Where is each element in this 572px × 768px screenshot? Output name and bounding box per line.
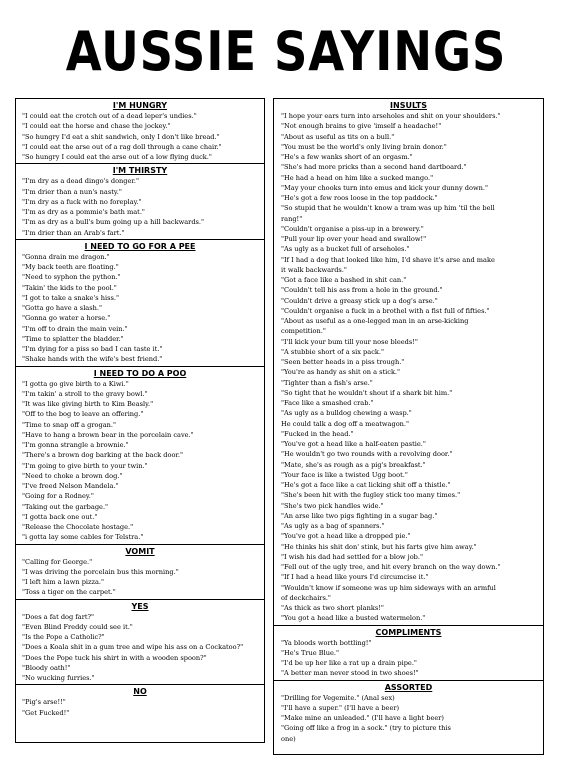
saying-line: "No wucking furries." (22, 674, 95, 682)
saying-line: "Pull your lip over your head and swallow!" (281, 235, 427, 243)
saying-line: "She's been hit with the fugley stick too many times." (281, 491, 461, 500)
saying-line: "You got a head like a busted watermelon." (281, 614, 426, 623)
saying-line: "I left him a lawn pizza." (22, 578, 105, 586)
saying-line: "Wouldn't know if someone was up him sideways with an armful (281, 583, 496, 592)
section-heading: I'M HUNGRY (112, 101, 168, 110)
saying-line: "My back teeth are floating." (22, 263, 119, 271)
saying-line: "I could eat the horse and chase the jockey." (22, 122, 171, 131)
saying-line: "Release the Chocolate hostage." (22, 523, 134, 531)
saying-line: "If I had a head like yours I'd circumcise it." (281, 573, 429, 582)
saying-line: competition." (281, 327, 326, 336)
saying-line: "Toss a tiger on the carpet." (22, 588, 116, 597)
saying-line: "Seen better heads in a piss trough." (281, 358, 405, 366)
section-heading: VOMIT (125, 546, 155, 556)
saying-line: "Need to choke a brown dog." (22, 471, 123, 480)
saying-line: "Is the Pope a Catholic?" (22, 633, 105, 641)
section-heading: I NEED TO DO A POO (93, 368, 187, 378)
saying-line: "He's True Blue." (281, 648, 340, 657)
saying-line: "Shake hands with the wife's best friend." (22, 355, 163, 364)
saying-line: "So hungry I'd eat a shit sandwich, only I don't like bread." (22, 132, 220, 141)
saying-line: He could talk a dog off a meatwagon." (281, 419, 410, 428)
saying-line: "Fucked in the head." (281, 429, 354, 438)
saying-line: "I'll have a super." (I'll have a beer) (281, 703, 400, 712)
saying-line: "He thinks his shit don' stink, but his farts give him away." (281, 542, 477, 551)
saying-line: "I'm dying for a piss so bad I can taste it." (22, 345, 163, 353)
saying-line: "About as useful as tits on a bull." (281, 132, 395, 141)
saying-line: "Your face is like a twisted Ugg boot." (281, 470, 408, 479)
saying-line: "You're as handy as shit on a stick." (281, 368, 401, 377)
saying-line: "Bloody oath!" (22, 663, 71, 672)
saying-line: "He's got a few roos loose in the top paddock." (281, 194, 438, 202)
section-i-m-thirsty (16, 164, 264, 240)
saying-line: "Does a fat dog fart?" (22, 612, 95, 621)
saying-line: "I've freed Nelson Mandela." (22, 482, 119, 490)
saying-line: "So tight that he wouldn't shout if a shark bit him." (281, 388, 453, 397)
saying-line: "As ugly as a bag of spanners." (281, 522, 385, 530)
saying-line: "Have to hang a brown bear in the porcelain cave." (22, 430, 194, 439)
saying-line: "Does the Pope tuck his shirt in with a wooden spoon?" (22, 653, 207, 662)
saying-line: "She's had more pricks than a second hand dartboard." (281, 163, 467, 172)
saying-line: "I'm gonna strangle a brownie." (22, 441, 129, 449)
saying-line: "Fell out of the ugly tree, and hit every branch on the way down." (281, 563, 501, 571)
saying-line: "If I had a dog that looked like him, I'd shave it's arse and make (281, 255, 495, 264)
saying-line: "Tighter than a fish's arse." (281, 378, 373, 387)
saying-line: "I gotta go give birth to a Kiwi." (22, 379, 129, 388)
section-vomit (16, 545, 264, 600)
saying-line: "He's a few wanks short of an orgasm." (281, 153, 413, 161)
section-heading: NO (133, 687, 147, 697)
saying-line: "It was like giving birth to Kim Beasly." (22, 400, 154, 408)
saying-line: "Does a Koala shit in a gum tree and wipe his ass on a Cockatoo?" (22, 643, 244, 652)
saying-line: "So stupid that he wouldn't know a tram was up him 'til the bell (281, 204, 495, 213)
section-heading: INSULTS (390, 101, 427, 110)
saying-line: "Drilling for Vegemite." (Anal sex) (281, 693, 395, 702)
saying-line: "I'm drier than a nun's nasty." (22, 187, 122, 196)
saying-line: "Gotta go have a slash." (22, 304, 102, 312)
section-assorted (274, 681, 543, 745)
saying-line: "I hope your ears turn into arseholes and shit on your shoulders." (281, 112, 501, 120)
saying-line: "Mate, she's as rough as a pig's breakfast." (281, 460, 426, 469)
saying-line: "As ugly as a bucket full of arseholes." (281, 245, 410, 254)
saying-line: "Even Blind Freddy could see it." (22, 622, 133, 631)
saying-line: "I'll kick your bum till your nose bleeds!" (281, 337, 418, 346)
saying-line: "I'm going to give birth to your twin." (22, 461, 148, 470)
saying-line: "There's a brown dog barking at the back door." (22, 451, 183, 460)
saying-line: "Going off like a frog in a sock." (try to picture this (281, 724, 451, 733)
section-i-need-to-go-for-a-pee (16, 240, 264, 367)
saying-line: "As thick as two short planks!" (281, 604, 384, 612)
saying-line: "Couldn't organise a piss-up in a brewery." (281, 224, 424, 233)
left-column (15, 98, 265, 743)
saying-line: one) (281, 734, 296, 743)
saying-line: "I could eat the arse out of a rag doll through a cane chair." (22, 142, 222, 151)
saying-line: "Pig's arse!!" (22, 698, 66, 707)
section-i-m-hungry (16, 99, 264, 164)
saying-line: "Make mine an unleaded." (I'll have a light beer) (281, 714, 445, 722)
saying-line: "I'm drier than an Arab's fart." (22, 228, 125, 237)
saying-line: "Face like a smashed crab." (281, 399, 374, 407)
saying-line: of deckchairs." (281, 593, 331, 602)
section-compliments (274, 626, 543, 681)
saying-line: "Time to snap off a grogan." (22, 420, 117, 429)
section-no (16, 685, 264, 719)
saying-line: "I'm dry as a fuck with no foreplay." (22, 197, 142, 206)
saying-line: "A stubbie short of a six pack." (281, 347, 385, 356)
saying-line: "i gotta lay some cables for Telstra." (22, 533, 144, 542)
page-title: AUSSIE SAYINGS (65, 20, 507, 83)
saying-line: "I'm dry as a dead dingo's donger." (22, 177, 139, 186)
saying-line: "As ugly as a bulldog chewing a wasp." (281, 409, 412, 418)
saying-line: rang!" (281, 214, 303, 223)
saying-line: "I'm takin' a stroll to the gravy bowl." (22, 389, 148, 398)
saying-line: "Gonna drain me dragon." (22, 252, 110, 261)
saying-line: "A better man never stood in two shoes!" (281, 669, 419, 678)
saying-line: "Calling for George." (22, 557, 93, 566)
saying-line: "Time to splatter the bladder." (22, 334, 124, 343)
saying-line: "Couldn't drive a greasy stick up a dog's arse." (281, 296, 438, 305)
saying-line: "Couldn't tell his ass from a hole in the ground." (281, 286, 443, 295)
saying-line: "Ya bloods worth bottling!" (281, 638, 372, 647)
section-heading: YES (131, 601, 149, 611)
saying-line: "I wish his dad had settled for a blow job." (281, 552, 424, 561)
saying-line: "Off to the bog to leave an offering." (22, 410, 144, 419)
saying-line: "I gotta back one out." (22, 512, 98, 521)
section-insults (274, 99, 543, 626)
saying-line: "So hungry I could eat the arse out of a low flying duck." (22, 153, 212, 161)
saying-line: "You've got a head like a dropped pie." (281, 532, 411, 541)
saying-line: "Going for a Rodney." (22, 492, 94, 501)
saying-line: "Not enough brains to give 'imself a headache!" (281, 122, 442, 131)
saying-line: "I'm as dry as a pommie's bath mat." (22, 208, 145, 216)
section-i-need-to-do-a-poo (16, 367, 264, 545)
section-heading: I NEED TO GO FOR A PEE (84, 241, 196, 251)
saying-line: "He's got a face like a cat licking shit off a thistle." (281, 481, 451, 489)
saying-line: "I'm as dry as a bull's bum going up a hill backwards." (22, 218, 205, 227)
saying-line: "Need to syphon the python." (22, 273, 121, 282)
saying-line: "I'd be up her like a rat up a drain pipe." (281, 659, 417, 667)
saying-line: "Gonna go water a horse." (22, 314, 111, 323)
saying-line: "He wouldn't go two rounds with a revolving door." (281, 450, 453, 459)
saying-line: "You must be the world's only living brain donor." (281, 142, 447, 151)
saying-line: "About as useful as a one-legged man in an arse-kicking (281, 317, 469, 325)
saying-line: "Taking out the garbage." (22, 502, 109, 511)
saying-line: "She's two pick handles wide." (281, 501, 384, 510)
section-heading: COMPLIMENTS (375, 627, 442, 637)
section-heading: ASSORTED (384, 682, 433, 692)
saying-line: "An arse like two pigs fighting in a sugar bag." (281, 511, 438, 520)
saying-line: "Takin' the kids to the pool." (22, 283, 117, 292)
right-column (273, 98, 544, 755)
saying-line: "I got to take a snake's hiss." (22, 293, 119, 302)
saying-line: "Couldn't organise a fuck in a brothel with a fist full of fifties." (281, 306, 490, 315)
section-yes (16, 600, 264, 686)
section-heading: I'M THIRSTY (112, 166, 168, 176)
saying-line: it walk backwards." (281, 265, 347, 274)
saying-line: "I'm off to drain the main vein." (22, 324, 128, 333)
saying-line: "May your chooks turn into emus and kick your dunny down." (281, 183, 488, 192)
saying-line: "I was driving the porcelain bus this morning." (22, 567, 179, 576)
saying-line: "Got a face like a bashed in shit can." (281, 276, 407, 284)
saying-line: "You've got a head like a half-eaten pastie." (281, 440, 426, 448)
saying-line: "He had a head on him like a sucked mango." (281, 173, 434, 182)
saying-line: "Get Fucked!" (22, 708, 70, 717)
saying-line: "I could eat the crotch out of a dead leper's undies." (22, 112, 197, 120)
